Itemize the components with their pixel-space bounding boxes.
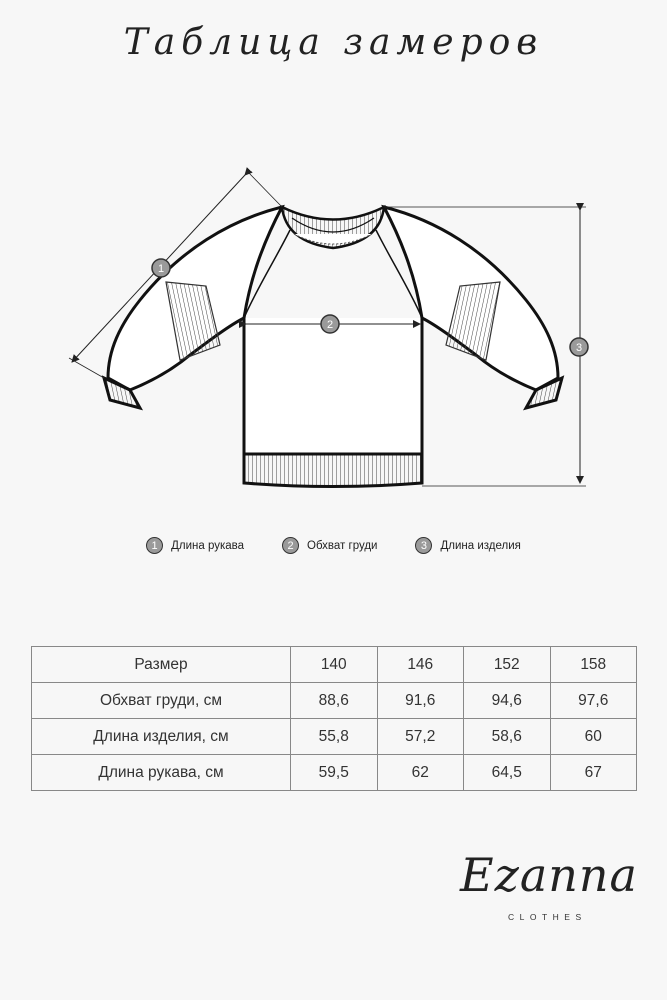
- legend: [0, 537, 667, 554]
- legend-label-2: Обхват груди: [307, 539, 378, 552]
- table-cell: 88,6: [291, 683, 378, 719]
- logo-wordmark: Ezanna: [460, 848, 638, 902]
- table-row: [32, 719, 637, 755]
- svg-text:3: 3: [575, 342, 583, 354]
- brand-logo: [460, 848, 650, 958]
- table-cell: 146: [377, 647, 464, 683]
- legend-label-3: Длина изделия: [440, 539, 521, 552]
- table-cell: 152: [464, 647, 551, 683]
- sweatshirt-body: [244, 318, 422, 454]
- table-cell: 94,6: [464, 683, 551, 719]
- svg-text:2: 2: [326, 319, 334, 331]
- table-row: [32, 647, 637, 683]
- table-cell: 62: [377, 755, 464, 791]
- legend-item-length: [415, 537, 520, 554]
- row-label: Длина рукава, см: [32, 755, 291, 791]
- page-title: Таблица замеров: [123, 22, 544, 63]
- legend-badge-3: 3: [415, 537, 432, 554]
- row-label: Обхват груди, см: [32, 683, 291, 719]
- legend-label-1: Длина рукава: [171, 539, 245, 552]
- table-cell: 97,6: [550, 683, 637, 719]
- table-row: [32, 683, 637, 719]
- table-cell: 58,6: [464, 719, 551, 755]
- logo-subtitle: CLOTHES: [508, 912, 587, 922]
- legend-item-chest: [282, 537, 377, 554]
- svg-text:1: 1: [157, 263, 165, 275]
- size-table: [31, 646, 637, 791]
- table-cell: 140: [291, 647, 378, 683]
- table-cell: 91,6: [377, 683, 464, 719]
- table-cell: 67: [550, 755, 637, 791]
- hem-band: [244, 454, 422, 487]
- table-row: [32, 755, 637, 791]
- legend-item-sleeve: [146, 537, 244, 554]
- row-label: Длина изделия, см: [32, 719, 291, 755]
- table-cell: 59,5: [291, 755, 378, 791]
- table-cell: 60: [550, 719, 637, 755]
- table-cell: 64,5: [464, 755, 551, 791]
- table-cell: 55,8: [291, 719, 378, 755]
- sweatshirt-diagram: [0, 150, 667, 520]
- table-cell: 57,2: [377, 719, 464, 755]
- legend-badge-1: 1: [146, 537, 163, 554]
- table-cell: 158: [550, 647, 637, 683]
- legend-badge-2: 2: [282, 537, 299, 554]
- row-label: Размер: [32, 647, 291, 683]
